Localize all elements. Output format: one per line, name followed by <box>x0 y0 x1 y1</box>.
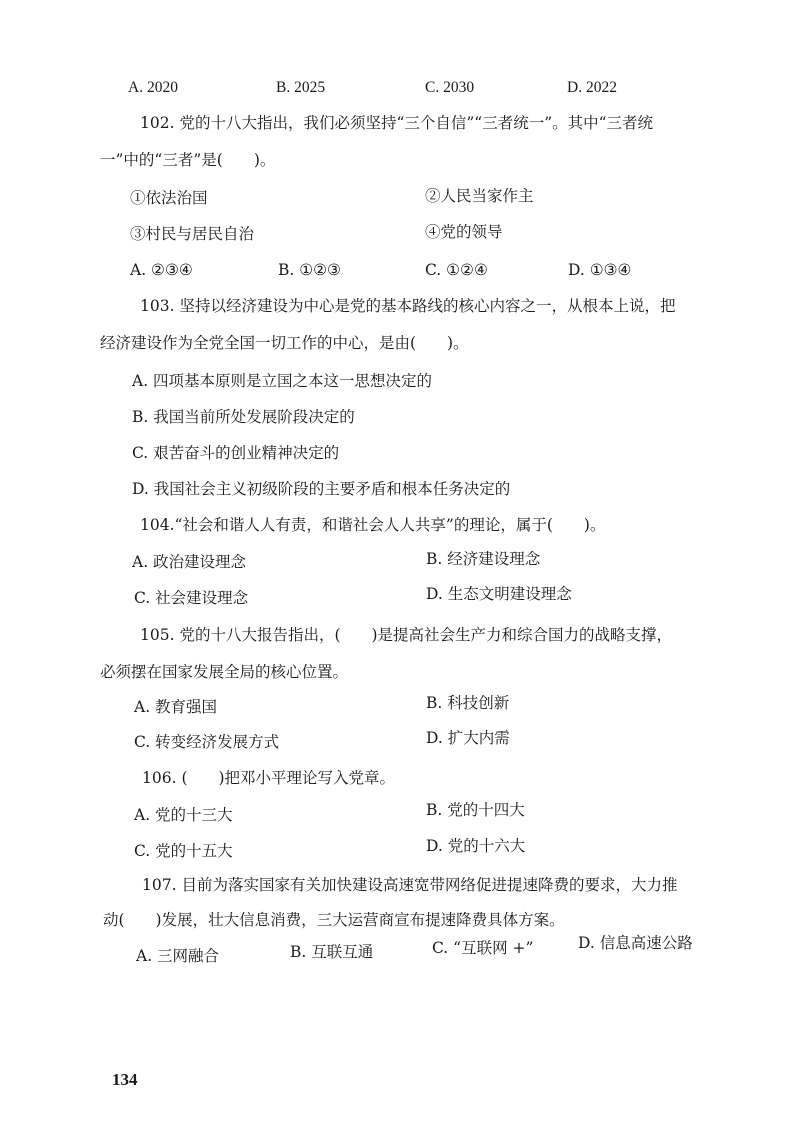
q103-stem-line1: 103. 坚持以经济建设为中心是党的基本路线的核心内容之一，从根本上说，把 <box>140 297 676 315</box>
q106-option-a: A. 党的十三大 <box>134 806 233 824</box>
page-number: 134 <box>112 1070 138 1089</box>
q107-option-b: B. 互联互通 <box>290 943 374 961</box>
q102-stem-line1: 102. 党的十八大指出，我们必须坚持“三个自信”“三者统一”。其中“三者统 <box>140 114 654 132</box>
q102-stem-line2: 一”中的“三者”是( )。 <box>100 151 276 169</box>
q102-option-d: D. ①③④ <box>568 261 632 279</box>
q103-option-c: C. 艰苦奋斗的创业精神决定的 <box>132 444 340 462</box>
q106-option-b: B. 党的十四大 <box>426 801 525 819</box>
q106-stem-line1: 106. ( )把邓小平理论写入党章。 <box>142 769 396 787</box>
q104-option-c: C. 社会建设理念 <box>134 589 249 607</box>
q102-option-b: B. ①②③ <box>278 261 341 279</box>
q103-option-d: D. 我国社会主义初级阶段的主要矛盾和根本任务决定的 <box>132 480 511 498</box>
q105-stem-line2: 必须摆在国家发展全局的核心位置。 <box>100 663 349 681</box>
q103-option-a: A. 四项基本原则是立国之本这一思想决定的 <box>132 372 433 390</box>
q104-stem-line1: 104.“社会和谐人人有责，和谐社会人人共享”的理论，属于( )。 <box>140 516 606 534</box>
q102-item-2: ②人民当家作主 <box>425 187 534 205</box>
q107-option-c: C. “互联网 +” <box>432 939 534 957</box>
q105-option-c: C. 转变经济发展方式 <box>134 733 280 751</box>
q104-option-d: D. 生态文明建设理念 <box>426 585 572 603</box>
q107-stem-line2: 动( )发展，壮大信息消费，三大运营商宣布提速降费具体方案。 <box>103 911 565 929</box>
q103-option-b: B. 我国当前所处发展阶段决定的 <box>132 408 355 426</box>
q104-option-a: A. 政治建设理念 <box>132 553 247 571</box>
q107-option-a: A. 三网融合 <box>136 947 220 965</box>
q105-option-d: D. 扩大内需 <box>426 729 510 747</box>
q102-item-3: ③村民与居民自治 <box>130 225 255 243</box>
q102-item-4: ④党的领导 <box>425 223 503 241</box>
q105-option-b: B. 科技创新 <box>426 694 510 712</box>
q101-option-d: D. 2022 <box>567 79 617 96</box>
q102-option-c: C. ①②④ <box>425 261 488 279</box>
q101-option-a: A. 2020 <box>128 79 178 96</box>
q106-option-d: D. 党的十六大 <box>426 837 526 855</box>
q101-option-c: C. 2030 <box>425 79 475 96</box>
q102-option-a: A. ②③④ <box>130 261 193 279</box>
q101-option-b: B. 2025 <box>276 79 326 96</box>
q107-option-d: D. 信息高速公路 <box>578 934 693 952</box>
q105-option-a: A. 教育强国 <box>134 698 218 716</box>
q106-option-c: C. 党的十五大 <box>134 842 233 860</box>
q107-stem-line1: 107. 目前为落实国家有关加快建设高速宽带网络促进提速降费的要求，大力推 <box>142 876 678 894</box>
q105-stem-line1: 105. 党的十八大报告指出，( )是提高社会生产力和综合国力的战略支撑， <box>140 626 673 644</box>
q103-stem-line2: 经济建设作为全党全国一切工作的中心，是由( )。 <box>100 334 469 352</box>
q102-item-1: ①依法治国 <box>130 189 208 207</box>
q104-option-b: B. 经济建设理念 <box>426 550 541 568</box>
